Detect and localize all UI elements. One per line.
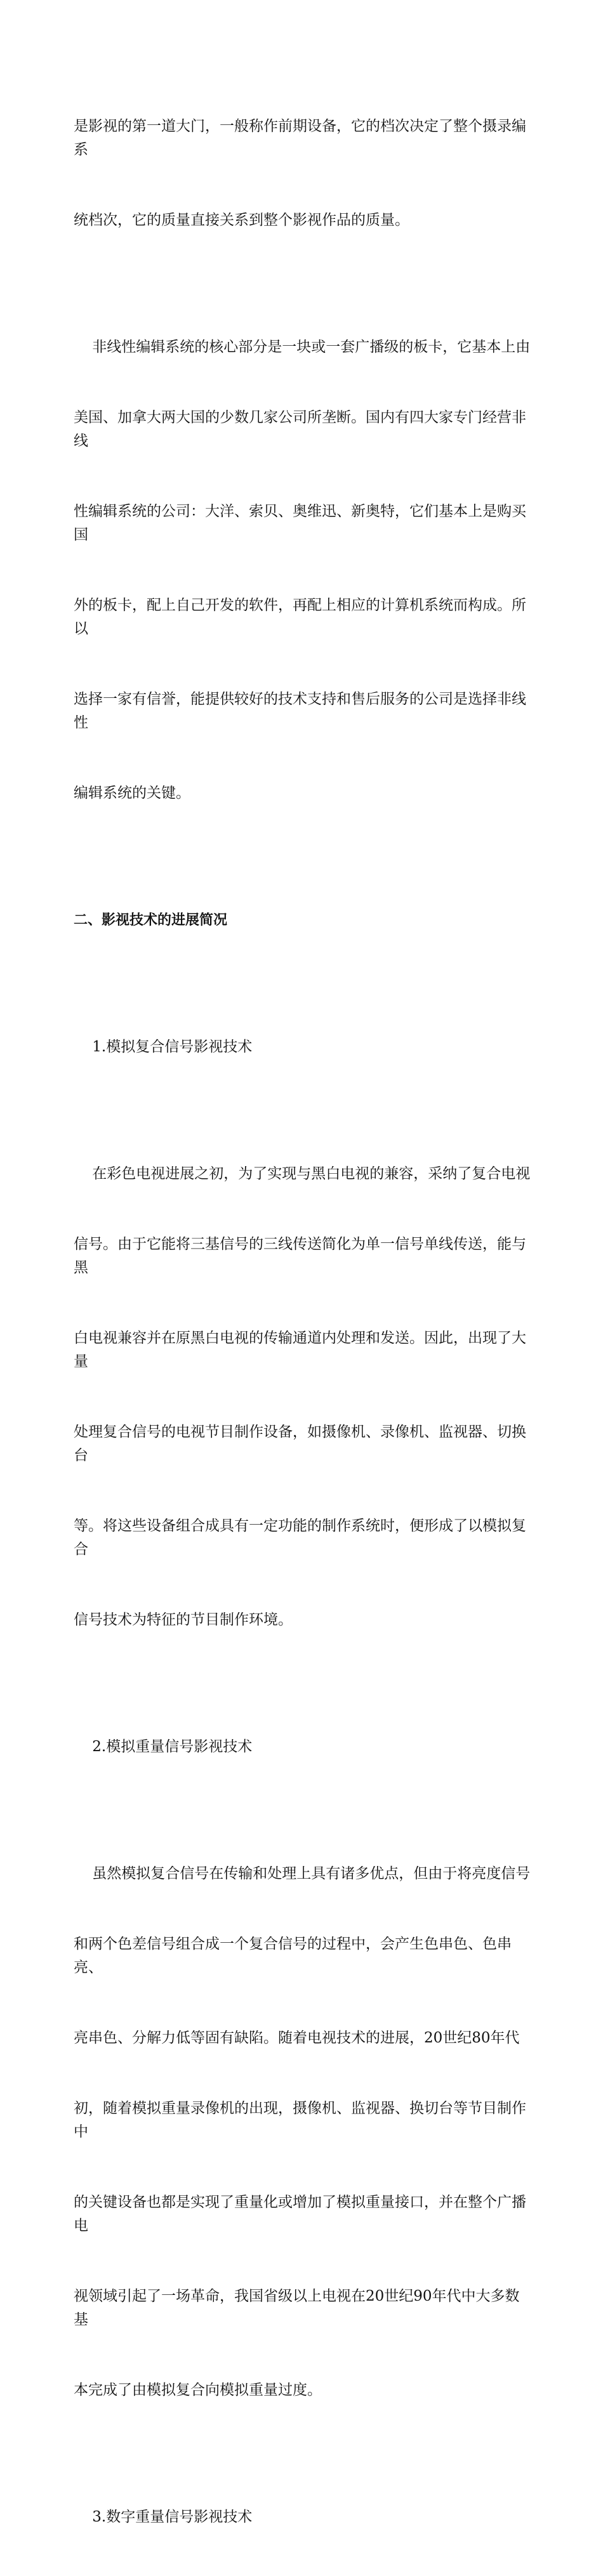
text-line: 编辑系统的关键。 [74,785,190,801]
text-line: 信号技术为特征的节目制作环境。 [74,1612,293,1628]
paragraph-gap [74,1806,531,1815]
text-line: 视领域引起了一场革命，我国省级以上电视在20世纪90年代中大多数基 [74,2288,520,2328]
text-line: 是影视的第一道大门，一般称作前期设备，它的档次决定了整个摄录编系 [74,118,526,158]
text-line: 处理复合信号的电视节目制作设备，如摄像机、录像机、监视器、切换台 [74,1424,526,1464]
text-line: 3.数字重量信号影视技术 [74,2509,253,2525]
text-line: 2.模拟重量信号影视技术 [74,1738,253,1755]
paragraph-gap [74,852,531,862]
paragraph-gap [74,1679,531,1688]
heading-text: 二、影视技术的进展简况 [74,912,228,928]
text-line: 性编辑系统的公司：大洋、索贝、奥维迅、新奥特，它们基本上是购买国 [74,503,526,543]
subheading-digital-component [74,2459,531,2576]
paragraph-analog-component [74,1815,531,2449]
text-line: 信号。由于它能将三基信号的三线传送简化为单一信号单线传送，能与黑 [74,1236,526,1276]
text-line: 非线性编辑系统的核心部分是一块或一套广播级的板卡，它基本上由 [74,339,531,355]
text-line: 外的板卡，配上自己开发的软件，再配上相应的计算机系统而构成。所以 [74,597,526,637]
text-line: 本完成了由模拟复合向模拟重量过度。 [74,2382,322,2398]
paragraph-gap [74,279,531,289]
paragraph-gap [74,979,531,989]
paragraph-gap [74,1106,531,1115]
paragraph-nonlinear-editing [74,289,531,852]
text-line: 1.模拟复合信号影视技术 [74,1039,253,1055]
text-line: 选择一家有信誉，能提供较好的技术支持和售后服务的公司是选择非线性 [74,691,526,731]
text-line: 白电视兼容并在原黑白电视的传输通道内处理和发送。因此，出现了大量 [74,1330,526,1370]
text-line: 在彩色电视进展之初，为了实现与黑白电视的兼容，采纳了复合电视 [74,1166,531,1182]
text-line: 初，随着模拟重量录像机的出现，摄像机、监视器、换切台等节目制作中 [74,2100,526,2140]
subheading-analog-component [74,1688,531,1806]
paragraph-intro-continued [74,68,531,279]
text-line: 等。将这些设备组合成具有一定功能的制作系统时，便形成了以模拟复合 [74,1518,526,1558]
paragraph-analog-composite [74,1115,531,1679]
text-line: 亮串色、分解力低等固有缺陷。随着电视技术的进展，20世纪80年代 [74,2030,520,2046]
subheading-analog-composite [74,989,531,1106]
text-line: 美国、加拿大两大国的少数几家公司所垄断。国内有四大家专门经营非线 [74,409,526,449]
text-line: 虽然模拟复合信号在传输和处理上具有诸多优点，但由于将亮度信号 [74,1865,531,1882]
section-heading [74,862,531,979]
paragraph-gap [74,2449,531,2459]
document-body [74,68,531,2576]
text-line: 和两个色差信号组合成一个复合信号的过程中，会产生色串色、色串亮、 [74,1936,512,1976]
text-line: 统档次，它的质量直接关系到整个影视作品的质量。 [74,212,409,228]
text-line: 的关键设备也都是实现了重量化或增加了模拟重量接口，并在整个广播电 [74,2194,526,2234]
